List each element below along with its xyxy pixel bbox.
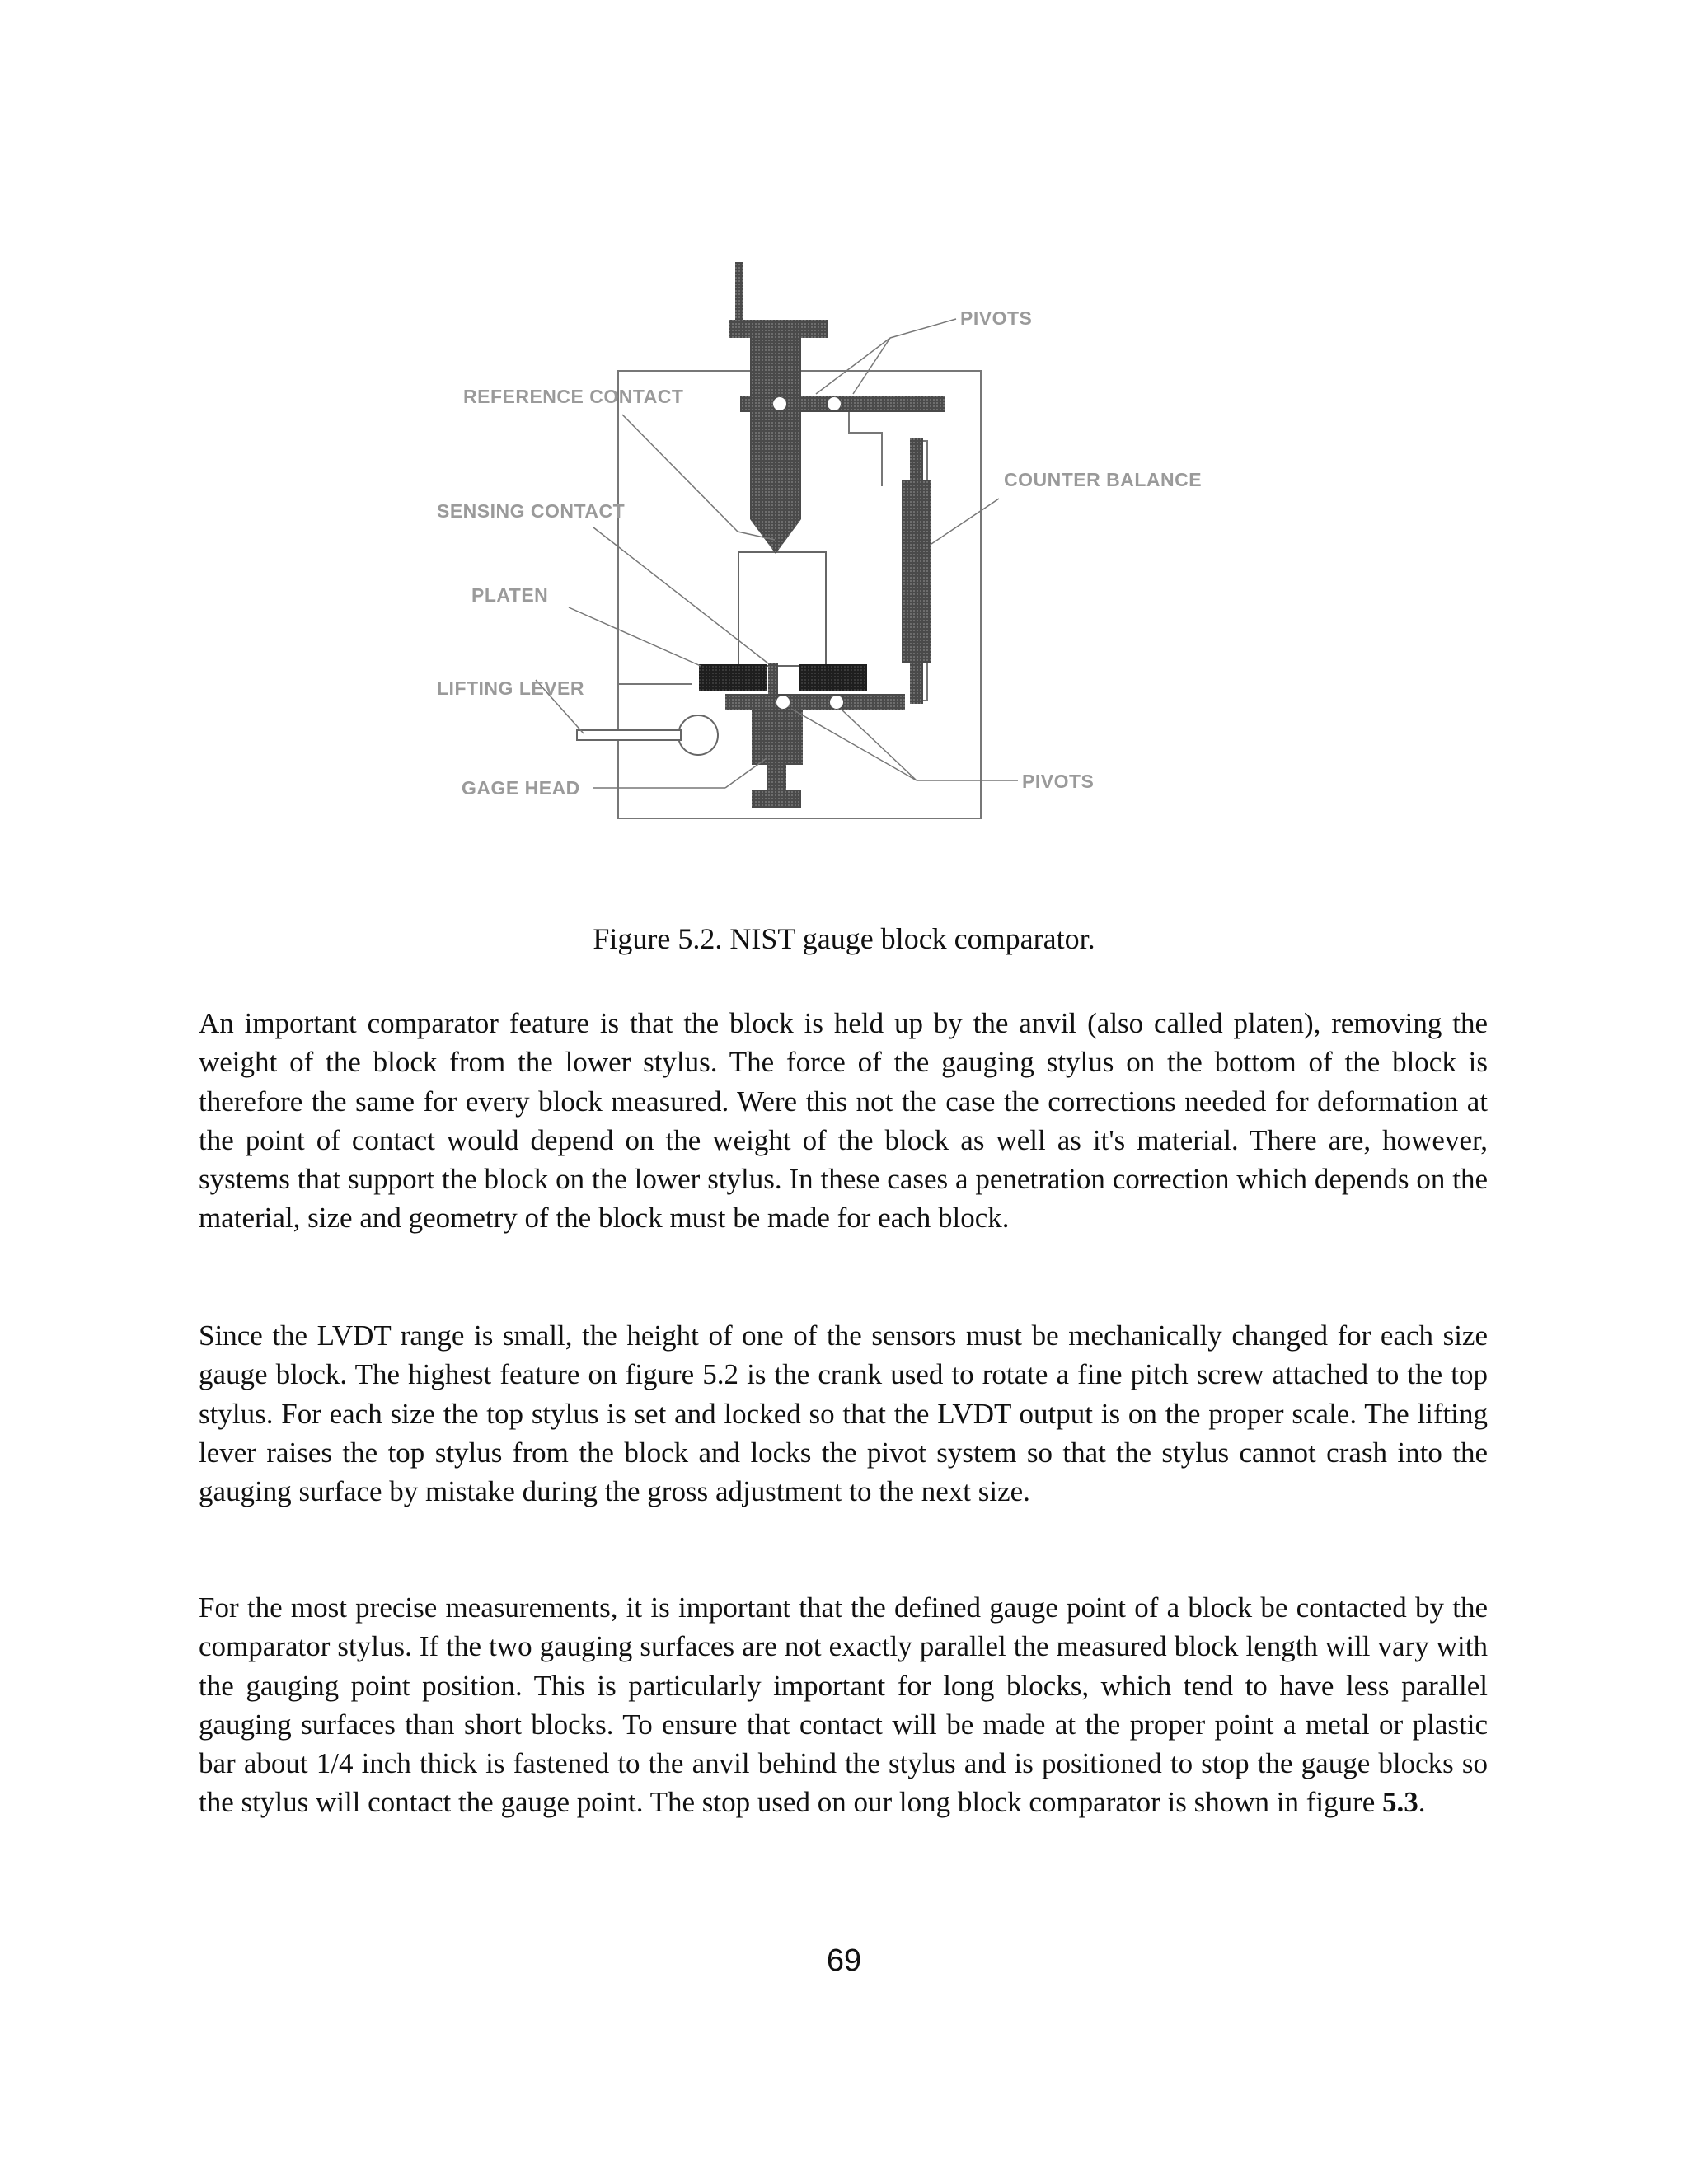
figure-reference: 5.3 — [1382, 1786, 1418, 1819]
comparator-figure — [412, 247, 1286, 841]
paragraph-3 — [199, 1588, 1488, 1822]
lower-stylus-tip — [768, 663, 778, 696]
lower-pivot-right — [830, 696, 843, 709]
label-sensing-contact: SENSING CONTACT — [437, 500, 626, 522]
paragraph-3-text: For the most precise measurements, it is important that the defined gauge point of a block be contacted by the comparator stylus. If the two gauging surfaces are not exactly parallel the measured block length will vary with the gauging point position. This is particularly important for long blocks, which tend to have less parallel gauging surfaces than short blocks. To ensure that contact will be made at the proper point a metal or plastic bar about 1/4 inch thick is fastened to the anvil behind the stylus and is positioned to stop the gauge blocks so the stylus will contact the gauge point. The stop used on our long block comparator is shown in figure — [199, 1591, 1488, 1819]
paragraph-1: An important comparator feature is that the block is held up by the anvil (also called platen), removing the weight of the block from the lower stylus. The force of the gauging stylus on the bottom of the block is therefore the same for every block measured. Were this not the case the corrections needed for deformation at the point of contact would depend on the weight of the block as well as it's material. There are, however, systems that support the block on the lower stylus. In these cases a penetration correction which depends on the material, size and geometry of the block must be made for each block. — [199, 1007, 1488, 1235]
comparator-diagram — [412, 247, 1286, 841]
page-number: 69 — [826, 1943, 862, 1978]
crank-shaft — [735, 262, 743, 328]
label-counter-balance: COUNTER BALANCE — [1004, 469, 1203, 490]
lower-pivot-left — [776, 696, 790, 709]
gage-head — [752, 710, 803, 765]
label-reference-contact: REFERENCE CONTACT — [463, 386, 684, 407]
upper-crossbar — [729, 320, 828, 338]
label-pivots-bottom: PIVOTS — [1022, 771, 1095, 792]
label-platen: PLATEN — [471, 584, 549, 606]
lower-pivot-arm — [725, 694, 905, 710]
platen-block — [738, 552, 826, 666]
lifting-lever — [577, 730, 681, 740]
gage-head-base — [752, 790, 801, 808]
counter-balance-rod-bottom — [910, 663, 923, 704]
paragraph-3-end: . — [1418, 1786, 1426, 1819]
platen-right — [799, 664, 867, 691]
upper-pivot-left — [773, 397, 786, 410]
upper-pivot-arm — [740, 396, 945, 412]
upper-pivot-right — [828, 397, 841, 410]
label-gage-head: GAGE HEAD — [462, 777, 580, 799]
platen-left — [699, 664, 767, 691]
upper-stylus — [750, 338, 801, 519]
figure-caption: Figure 5.2. NIST gauge block comparator. — [593, 922, 1095, 955]
paragraph-2: Since the LVDT range is small, the height of one of the sensors must be mechanically changed for each size gauge block. The highest feature on figure 5.2 is the crank used to rotate a fine pitch screw attached to the top stylus. For each size the top stylus is set and locked so that the LVDT output is on the proper scale. The lifting lever raises the top stylus from the block and locks the pivot system so that the stylus cannot crash into the gauging surface by mistake during the gross adjustment to the next size. — [199, 1319, 1488, 1508]
counter-balance-rod-top — [910, 438, 923, 481]
label-lifting-lever: LIFTING LEVER — [437, 677, 584, 699]
label-pivots-top: PIVOTS — [960, 307, 1033, 329]
counter-balance — [902, 480, 931, 663]
gage-head-stem — [767, 765, 786, 790]
lifting-lever-cam — [678, 715, 718, 755]
